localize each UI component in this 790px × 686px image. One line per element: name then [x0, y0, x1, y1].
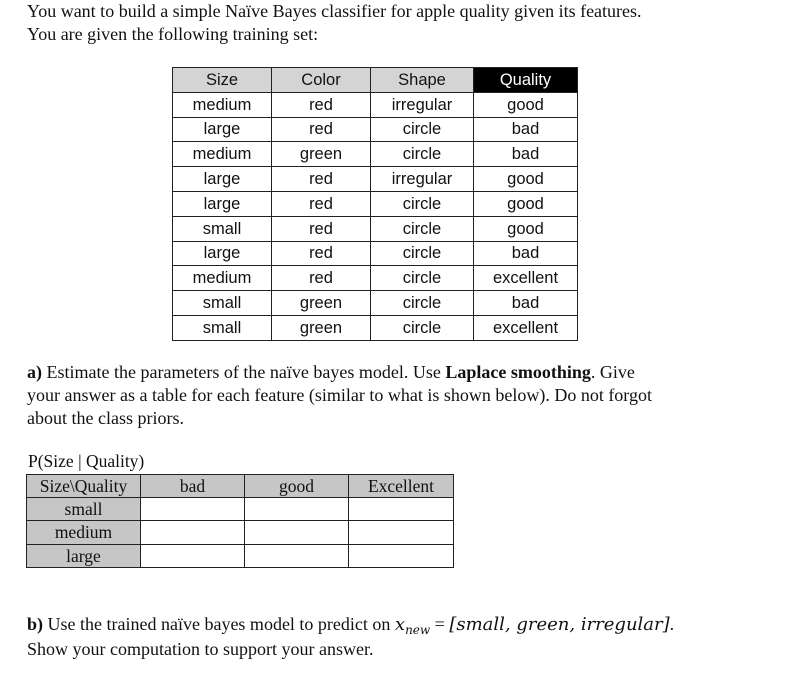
cell-quality: bad — [474, 142, 578, 167]
cell-quality: bad — [474, 241, 578, 266]
part-a-line-2: your answer as a table for each feature (similar to what is shown below). Do not forgot — [27, 385, 652, 405]
row-header-small: small — [27, 498, 141, 521]
part-b-question — [27, 613, 674, 661]
cond-header-bad: bad — [141, 475, 245, 498]
cell-size: medium — [173, 142, 272, 167]
cell-color: green — [272, 291, 371, 316]
var-x: x — [394, 614, 406, 635]
table-row — [173, 191, 578, 216]
cell-empty — [141, 498, 245, 521]
cell-quality: good — [474, 167, 578, 192]
x-new-variable — [395, 614, 430, 635]
part-a-text-2: . Give — [590, 362, 635, 382]
part-a-text-1: Estimate the parameters of the naïve bayes model. Use — [42, 362, 446, 382]
cell-quality: excellent — [474, 315, 578, 340]
cell-size: medium — [173, 92, 272, 117]
cell-shape: circle — [371, 315, 474, 340]
table-row — [173, 241, 578, 266]
cell-quality: good — [474, 92, 578, 117]
cell-size: large — [173, 167, 272, 192]
cell-shape: irregular — [371, 92, 474, 117]
table-row — [173, 216, 578, 241]
cell-shape: circle — [371, 291, 474, 316]
cell-size: large — [173, 191, 272, 216]
cell-shape: circle — [371, 266, 474, 291]
cell-empty — [349, 521, 454, 544]
table-row — [27, 544, 454, 567]
table-row — [173, 92, 578, 117]
header-size: Size — [173, 68, 272, 93]
cell-quality: bad — [474, 291, 578, 316]
part-a-line-1 — [27, 361, 652, 384]
cell-size: medium — [173, 266, 272, 291]
part-a-question — [27, 361, 652, 430]
cell-size: small — [173, 216, 272, 241]
conditional-probability-table — [26, 474, 454, 568]
part-b-label: b) — [27, 614, 44, 634]
cell-color: green — [272, 315, 371, 340]
part-a-bold: Laplace smoothing — [445, 362, 591, 382]
cell-shape: circle — [371, 241, 474, 266]
cell-quality: bad — [474, 117, 578, 142]
var-subscript: new — [405, 623, 431, 637]
table-row — [27, 498, 454, 521]
part-b-line-2: Show your computation to support your answer. — [27, 639, 374, 659]
query-vector: [small, green, irregular] — [449, 614, 670, 635]
header-color: Color — [272, 68, 371, 93]
cell-quality: good — [474, 191, 578, 216]
cell-color: red — [272, 167, 371, 192]
cond-header-good: good — [245, 475, 349, 498]
cell-color: red — [272, 92, 371, 117]
table-row — [173, 167, 578, 192]
training-set-table — [172, 67, 578, 341]
part-b-period: . — [669, 614, 675, 634]
cell-color: green — [272, 142, 371, 167]
cell-size: small — [173, 291, 272, 316]
cell-color: red — [272, 117, 371, 142]
cell-empty — [245, 521, 349, 544]
table-row — [27, 521, 454, 544]
table-row — [173, 142, 578, 167]
cell-shape: circle — [371, 142, 474, 167]
table-row — [173, 315, 578, 340]
header-shape: Shape — [371, 68, 474, 93]
cell-empty — [141, 521, 245, 544]
cond-header-excellent: Excellent — [349, 475, 454, 498]
cond-table-title: P(Size | Quality) — [28, 451, 145, 471]
intro-line-1: You want to build a simple Naïve Bayes classifier for apple quality given its features. — [27, 1, 642, 21]
cell-shape: circle — [371, 216, 474, 241]
cell-shape: irregular — [371, 167, 474, 192]
cell-empty — [141, 544, 245, 567]
training-header-row — [173, 68, 578, 93]
intro-line-2: You are given the following training set: — [27, 24, 319, 44]
cell-color: red — [272, 191, 371, 216]
header-quality: Quality — [474, 68, 578, 93]
cell-empty — [349, 544, 454, 567]
cell-shape: circle — [371, 191, 474, 216]
row-header-large: large — [27, 544, 141, 567]
cell-size: large — [173, 241, 272, 266]
row-header-medium: medium — [27, 521, 141, 544]
table-row — [173, 266, 578, 291]
part-b-text-1: Use the trained naïve bayes model to predict on — [43, 614, 395, 634]
cell-shape: circle — [371, 117, 474, 142]
part-a-label: a) — [27, 362, 42, 382]
intro-paragraph — [27, 0, 642, 46]
cell-color: red — [272, 241, 371, 266]
table-row — [173, 291, 578, 316]
cond-header-corner: Size\Quality — [27, 475, 141, 498]
cell-color: red — [272, 266, 371, 291]
cell-quality: excellent — [474, 266, 578, 291]
cell-size: large — [173, 117, 272, 142]
cell-empty — [349, 498, 454, 521]
cell-color: red — [272, 216, 371, 241]
cell-empty — [245, 498, 349, 521]
cell-quality: good — [474, 216, 578, 241]
part-a-line-3: about the class priors. — [27, 408, 184, 428]
table-row — [173, 117, 578, 142]
equals-sign: = — [430, 614, 450, 634]
cond-header-row — [27, 475, 454, 498]
cell-size: small — [173, 315, 272, 340]
part-b-line-1 — [27, 613, 674, 638]
cell-empty — [245, 544, 349, 567]
